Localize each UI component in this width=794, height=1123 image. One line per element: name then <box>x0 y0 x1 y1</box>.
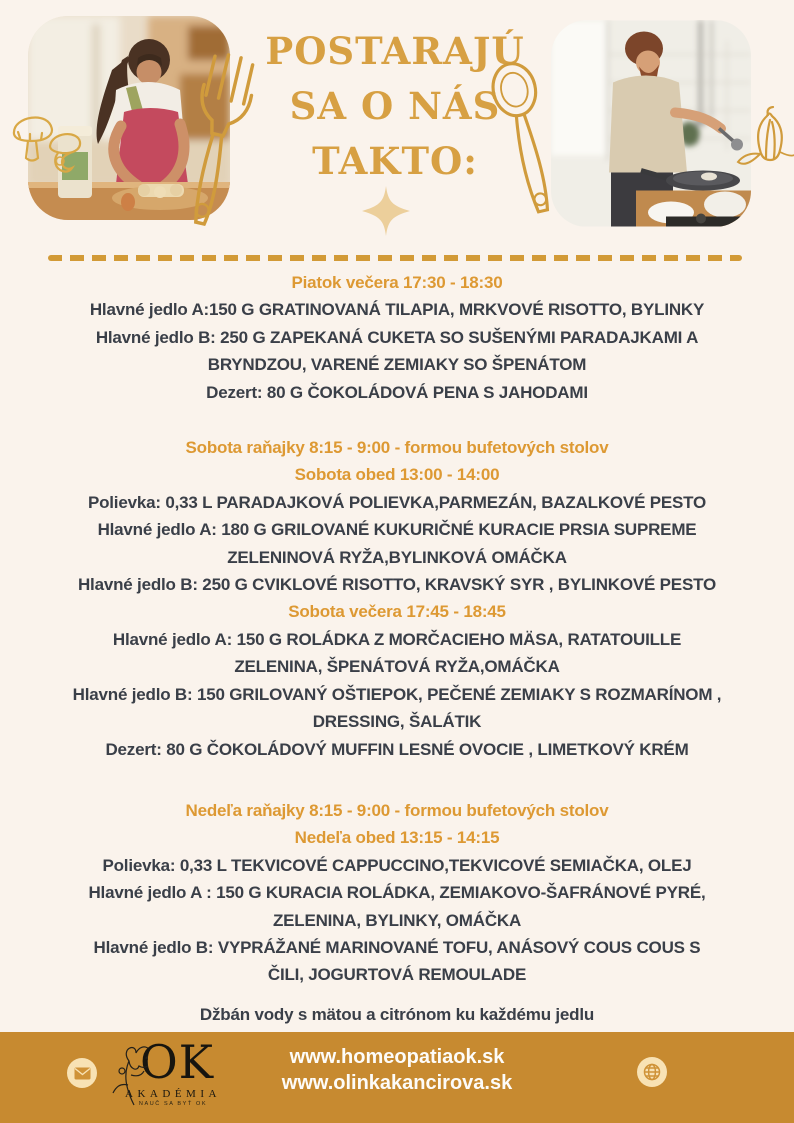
menu-item-line: Hlavné jedlo A: 180 G GRILOVANÉ KUKURIČNÉ KURACIE PRSIA SUPREME <box>97 520 697 540</box>
menu-section-header: Sobota večera 17:45 - 18:45 <box>288 602 506 622</box>
globe-icon[interactable] <box>637 1057 667 1087</box>
menu-item-line: ZELENINA, ŠPENÁTOVÁ RYŽA,OMÁČKA <box>234 657 560 677</box>
man-cooking-illustration <box>551 20 751 227</box>
menu-item-line: Hlavné jedlo B: 150 GRILOVANÝ OŠTIEPOK, PEČENÉ ZEMIAKY S ROZMARÍNOM , <box>72 684 722 704</box>
website-link-homeopatiaok[interactable]: www.homeopatiaok.sk <box>289 1046 505 1068</box>
menu-section-header: Piatok večera 17:30 - 18:30 <box>291 273 503 292</box>
sparkle-icon <box>362 186 410 236</box>
menu-section-header: Nedeľa obed 13:15 - 14:15 <box>294 828 500 848</box>
menu-item-line: Hlavné jedlo A : 150 G KURACIA ROLÁDKA, ZEMIAKOVO-ŠAFRÁNOVÉ PYRÉ, <box>88 883 706 903</box>
menu-item-line: Hlavné jedlo B: 250 G ZAPEKANÁ CUKETA SO SUŠENÝMI PARADAJKAMI A <box>95 327 699 347</box>
menu-item-line: Polievka: 0,33 L TEKVICOVÉ CAPPUCCINO,TEKVICOVÉ SEMIAČKA, OLEJ <box>102 855 692 875</box>
man-cooking-photo <box>551 20 751 227</box>
footer-bar <box>0 1032 794 1123</box>
menu-item-line: Hlavné jedlo B: 250 G CVIKLOVÉ RISOTTO, KRAVSKÝ SYR , BYLINKOVÉ PESTO <box>77 575 716 595</box>
website-links <box>0 1045 794 1096</box>
menu-section-header: Sobota raňajky 8:15 - 9:00 - formou bufetových stolov <box>185 438 609 458</box>
menu-section-header: Sobota obed 13:00 - 14:00 <box>294 465 500 485</box>
menu-text-block <box>0 269 794 1028</box>
logo-monogram: OK <box>139 1035 215 1089</box>
menu-item-line: Hlavné jedlo A: 150 G ROLÁDKA Z MORČACIEHO MÄSA, RATATOUILLE <box>112 629 682 649</box>
garlic-icon <box>736 106 794 178</box>
menu-item-line: BRYNDZOU, VARENÉ ZEMIAKY SO ŠPENÁTOM <box>207 355 587 375</box>
dashed-divider <box>48 255 742 261</box>
title-line-3: TAKTO: <box>312 139 478 183</box>
menu-item-line: DRESSING, ŠALÁTIK <box>312 712 482 732</box>
menu-item-line: Džbán vody s mätou a citrónom ku každému jedlu <box>199 1004 595 1024</box>
menu-item-line: ZELENINOVÁ RYŽA,BYLINKOVÁ OMÁČKA <box>227 547 567 567</box>
menu-item-line: ZELENINA, BYLINKY, OMÁČKA <box>272 910 522 930</box>
menu-item-line: ČILI, JOGURTOVÁ REMOULADE <box>267 965 527 985</box>
logo-tagline: NAUČ SA BYŤ OK <box>138 1101 208 1107</box>
title-line-2: SA O NÁS <box>289 84 501 128</box>
menu-item-line: Polievka: 0,33 L PARADAJKOVÁ POLIEVKA,PARMEZÁN, BAZALKOVÉ PESTO <box>87 492 707 512</box>
menu-item-line: Dezert: 80 G ČOKOLÁDOVÝ MUFFIN LESNÉ OVOCIE , LIMETKOVÝ KRÉM <box>105 739 689 759</box>
menu-item-line: Dezert: 80 G ČOKOLÁDOVÁ PENA S JAHODAMI <box>206 382 588 402</box>
logo-name: AKADÉMIA <box>125 1088 221 1100</box>
mushrooms-icon <box>8 104 94 178</box>
menu-item-line: Hlavné jedlo A:150 G GRATINOVANÁ TILAPIA, MRKVOVÉ RISOTTO, BYLINKY <box>89 300 705 320</box>
website-link-olinkakancirova[interactable]: www.olinkakancirova.sk <box>281 1071 513 1094</box>
menu-section-header: Nedeľa raňajky 8:15 - 9:00 - formou bufetových stolov <box>185 800 609 820</box>
menu-item-line: Hlavné jedlo B: VYPRÁŽANÉ MARINOVANÉ TOFU, ANÁSOVÝ COUS COUS S <box>93 937 701 957</box>
title-line-1: POSTARAJÚ <box>265 29 525 73</box>
